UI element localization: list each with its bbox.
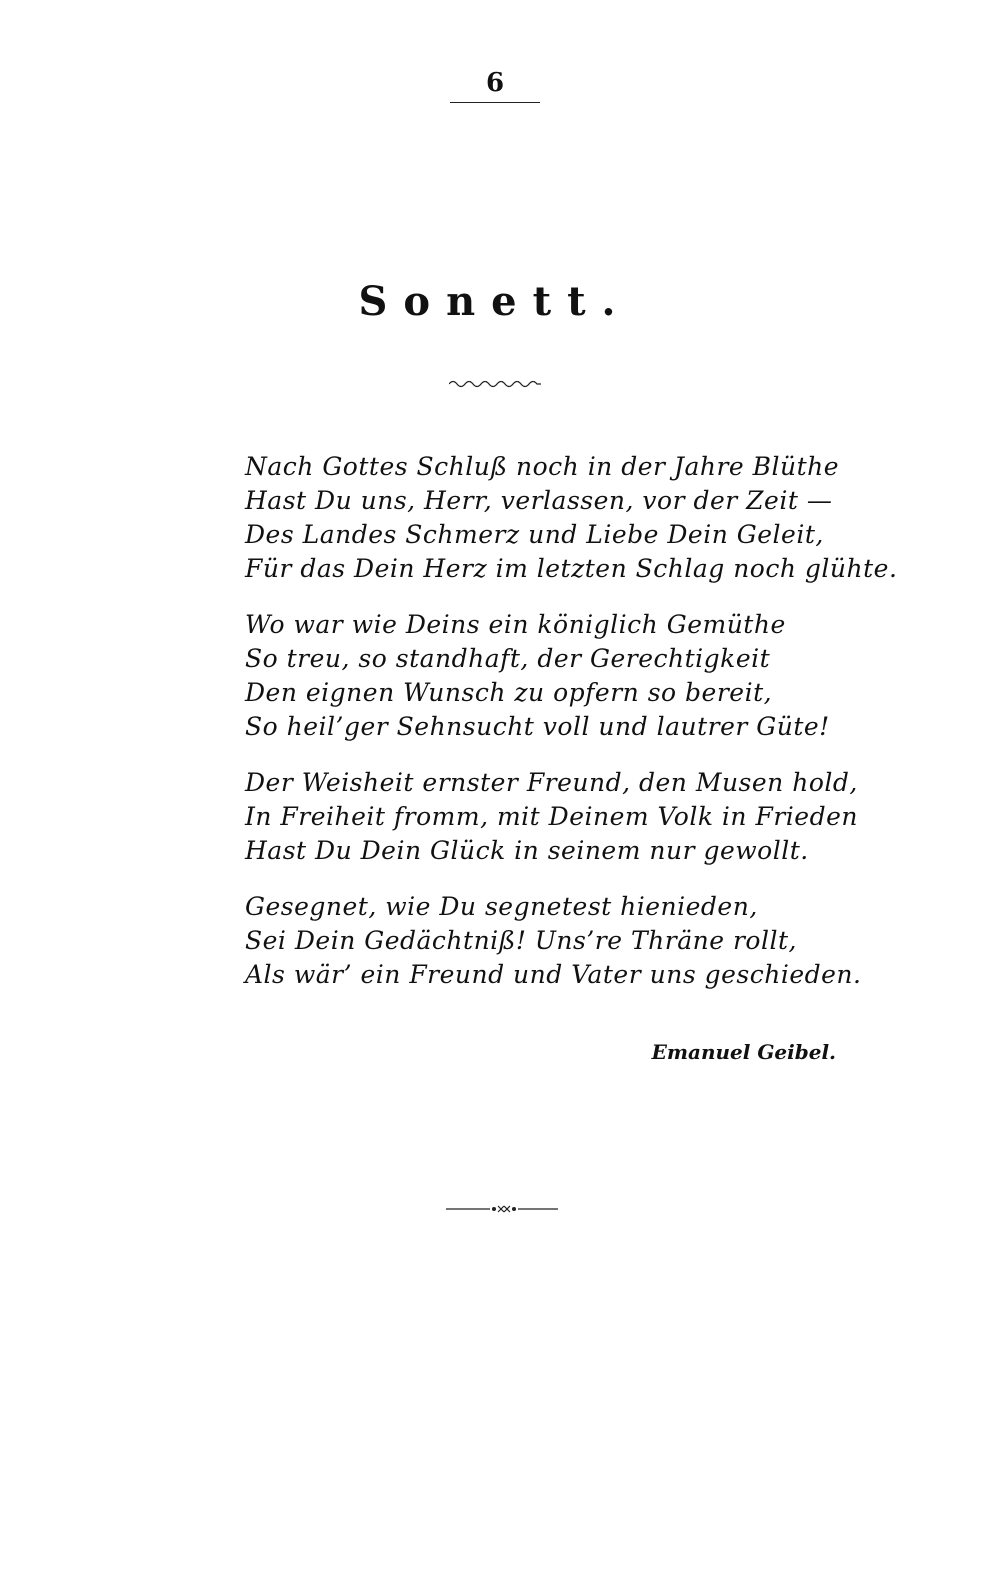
poem-body	[245, 450, 898, 1014]
poem-line: Des Landes Schmerz und Liebe Dein Geleit,	[245, 520, 824, 549]
stanza-2	[245, 608, 830, 744]
poem-line: Gesegnet, wie Du segnetest hienieden,	[245, 892, 758, 921]
author-signature: Emanuel Geibel.	[651, 1040, 836, 1064]
poem-line: So heil’ger Sehnsucht voll und lautrer Güte!	[245, 712, 830, 741]
poem-line: Den eignen Wunsch zu opfern so bereit,	[245, 678, 773, 707]
poem-line: Hast Du uns, Herr, verlassen, vor der Zeit —	[245, 486, 833, 515]
stanza-4	[245, 890, 862, 992]
poem-line: Für das Dein Herz im letzten Schlag noch glühte.	[245, 554, 898, 583]
poem-line: Wo war wie Deins ein königlich Gemüthe	[245, 610, 786, 639]
poem-title: Sonett.	[358, 278, 632, 325]
end-ornament	[446, 1202, 558, 1216]
poem-line: Nach Gottes Schluß noch in der Jahre Blüthe	[245, 452, 840, 481]
stanza-3	[245, 766, 858, 868]
stanza-1	[245, 450, 898, 586]
poem-line: In Freiheit fromm, mit Deinem Volk in Frieden	[245, 802, 858, 831]
poem-line: Sei Dein Gedächtniß! Uns’re Thräne rollt,	[245, 926, 797, 955]
poem-line: Als wär’ ein Freund und Vater uns geschieden.	[245, 960, 862, 989]
title-ornament	[449, 378, 541, 390]
poem-line: Hast Du Dein Glück in seinem nur gewollt.	[245, 836, 809, 865]
poem-line: So treu, so standhaft, der Gerechtigkeit	[245, 644, 771, 673]
page-number: 6	[485, 68, 505, 98]
page-number-rule	[450, 102, 540, 103]
poem-line: Der Weisheit ernster Freund, den Musen hold,	[245, 768, 858, 797]
